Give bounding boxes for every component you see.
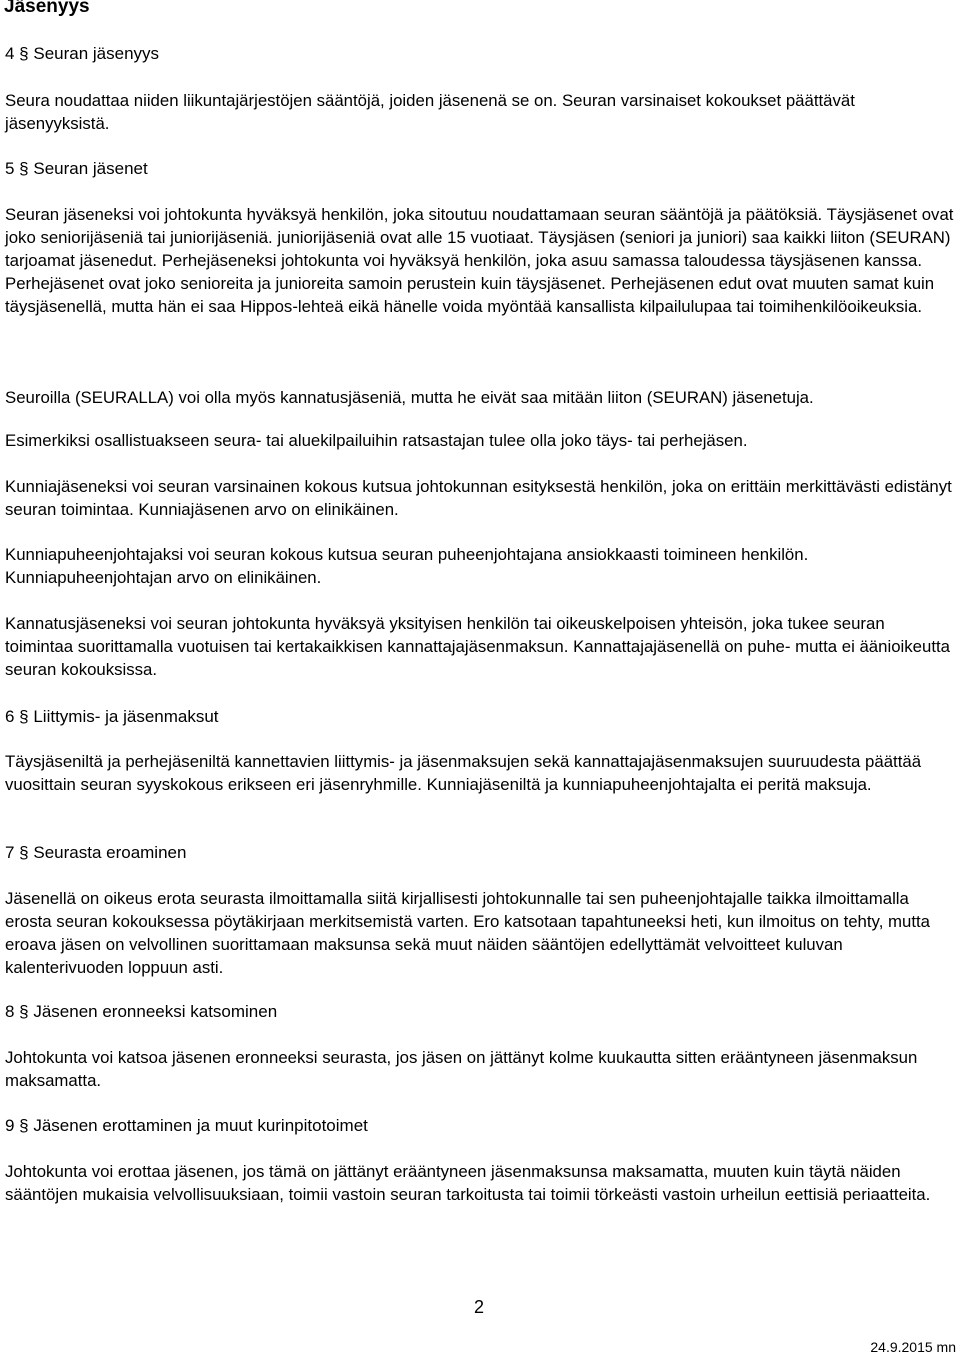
page-number: 2 <box>474 1297 485 1317</box>
section-heading: 8 § Jäsenen eronneeksi katsominen <box>5 1002 278 1021</box>
section-heading: 5 § Seuran jäsenet <box>5 159 148 178</box>
paragraph: Seura noudattaa niiden liikuntajärjestöjen sääntöjä, joiden jäsenenä se on. Seuran varsinaiset kokoukset päättävät jäsenyyksistä. <box>5 91 855 133</box>
footer-date: 24.9.2015 mn <box>870 1339 956 1355</box>
page-title: Jäsenyys <box>4 0 90 17</box>
section-heading: 7 § Seurasta eroaminen <box>5 843 187 862</box>
paragraph: Kunniapuheenjohtajaksi voi seuran kokous kutsua seuran puheenjohtajana ansiokkaasti toimineen henkilön. Kunniapuheenjohtajan arvo on elinikäinen. <box>5 545 809 587</box>
paragraph: Esimerkiksi osallistuakseen seura- tai aluekilpailuihin ratsastajan tulee olla joko täys- tai perhejäsen. <box>5 431 748 450</box>
paragraph: Kannatusjäseneksi voi seuran johtokunta hyväksyä yksityisen henkilön tai oikeuskelpoisen yhteisön, joka tukee seuran toimintaa suorittamalla vuotuisen tai kertakaikkisen kannattajajäsenmaksun. Kannattajajäsenellä on puhe- mutta ei äänioikeutta seuran kokouksissa. <box>5 614 950 679</box>
section-heading: 4 § Seuran jäsenyys <box>5 44 160 63</box>
section-heading: 6 § Liittymis- ja jäsenmaksut <box>5 707 219 726</box>
paragraph: Seuran jäseneksi voi johtokunta hyväksyä henkilön, joka sitoutuu noudattamaan seuran sääntöjä ja päätöksiä. Täysjäsenet ovat joko seniorijäseniä tai juniorijäseniä. juniorijäseniä ovat alle 15 vuotiaat. Täysjäsen (seniori ja juniori) saa kaikki liiton (SEURAN) tarjoamat jäsenedut. Perhejäseneksi johtokunta voi hyväksyä henkilön, joka asuu samassa taloudessa täysjäsenen kanssa. Perhejäsenet ovat joko senioreita ja junioreita samoin perustein kuin täysjäsenet. Perhejäsenen edut ovat muuten samat kuin täysjäsenellä, mutta hän ei saa Hippos-lehteä eikä hänelle voida myöntää kansallista kilpailulupaa tai toimihenkilöoikeuksia. <box>5 205 954 316</box>
paragraph: Jäsenellä on oikeus erota seurasta ilmoittamalla siitä kirjallisesti johtokunnalle tai sen puheenjohtajalle taikka ilmoittamalla erosta seuran kokouksessa pöytäkirjaan merkitsemistä varten. Ero katsotaan tapahtuneeksi heti, kun ilmoitus on tehty, mutta eroava jäsen on velvollinen suorittamaan maksunsa sekä muut näiden sääntöjen edellyttämät velvoitteet kuluvan kalenterivuoden loppuun asti. <box>5 889 930 977</box>
paragraph: Johtokunta voi katsoa jäsenen eronneeksi seurasta, jos jäsen on jättänyt kolme kuukautta sitten erääntyneen jäsenmaksun maksamatta. <box>5 1048 918 1090</box>
paragraph: Kunniajäseneksi voi seuran varsinainen kokous kutsua johtokunnan esityksestä henkilön, joka on erittäin merkittävästi edistänyt seuran toimintaa. Kunniajäsenen arvo on elinikäinen. <box>5 477 952 519</box>
section-heading: 9 § Jäsenen erottaminen ja muut kurinpitotoimet <box>5 1116 368 1135</box>
paragraph: Seuroilla (SEURALLA) voi olla myös kannatusjäseniä, mutta he eivät saa mitään liiton (SEURAN) jäsenetuja. <box>5 388 814 407</box>
paragraph: Johtokunta voi erottaa jäsenen, jos tämä on jättänyt erääntyneen jäsenmaksunsa maksamatta, muuten kuin täytä näiden sääntöjen mukaisia velvollisuuksiaan, toimii vastoin seuran tarkoitusta tai toimii törkeästi vastoin urheilun eettisiä periaatteita. <box>5 1162 931 1204</box>
paragraph: Täysjäseniltä ja perhejäseniltä kannettavien liittymis- ja jäsenmaksujen sekä kannattajajäsenmaksujen suuruudesta päättää vuosittain seuran syyskokous erikseen eri jäsenryhmille. Kunniajäseniltä ja kunniapuheenjohtajalta ei peritä maksuja. <box>5 752 922 794</box>
